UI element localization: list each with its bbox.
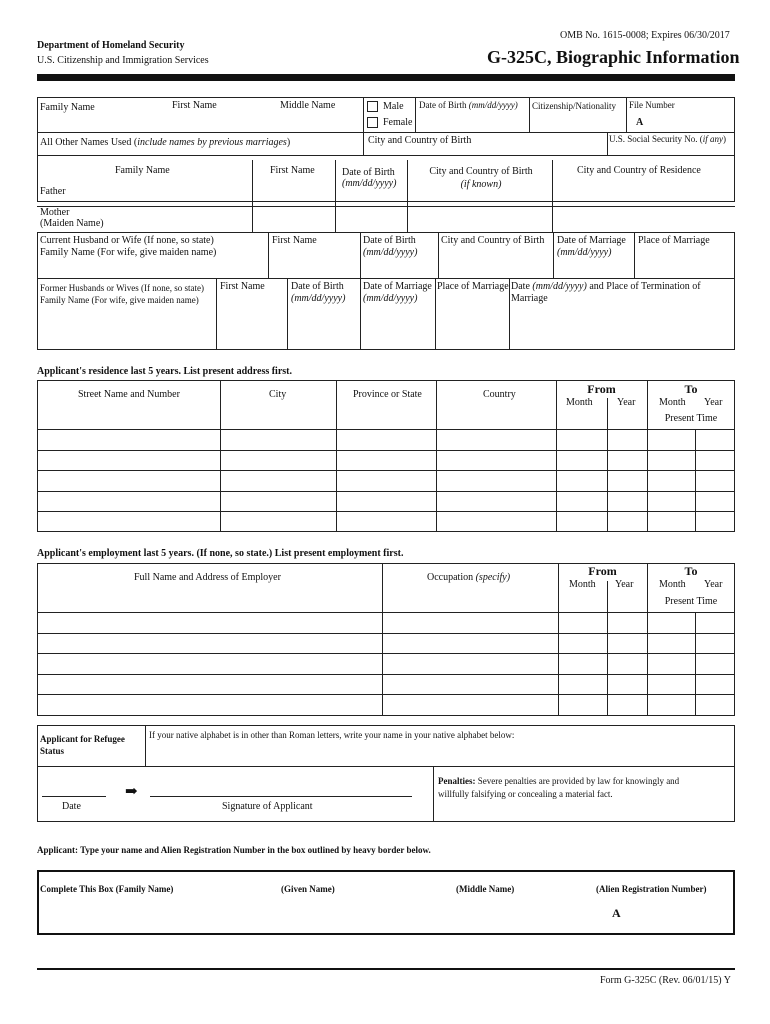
emp-col-to: To: [684, 564, 698, 578]
final-family-name: Complete This Box (Family Name): [40, 884, 174, 894]
former-first-name: First Name: [220, 281, 265, 292]
emp-col-from: From: [588, 564, 617, 578]
label-male: Male: [383, 101, 404, 112]
male-checkbox[interactable]: [367, 101, 378, 112]
res-col-from: From: [587, 382, 616, 396]
label-first-name: First Name: [172, 100, 217, 111]
label-female: Female: [383, 117, 413, 128]
agency-name: Department of Homeland Security: [37, 40, 185, 51]
label-city-country-birth: City and Country of Birth: [368, 135, 472, 146]
res-col-street: Street Name and Number: [78, 389, 180, 400]
footer-rule: [37, 968, 735, 970]
dob-format: (mm/dd/yyyy): [468, 100, 518, 110]
former-place-of-marriage: Place of Marriage: [437, 281, 509, 292]
emp-to-month: Month: [659, 579, 686, 590]
file-number-prefix: A: [636, 117, 644, 128]
label-date: Date: [62, 801, 81, 812]
emp-col-occupation: Occupation (specify): [427, 572, 511, 583]
label-other-names: All Other Names Used (include names by previous marriages): [40, 137, 291, 148]
residence-heading: Applicant's residence last 5 years. List present address first.: [37, 366, 292, 377]
former-dob: Date of Birth (mm/dd/yyyy): [291, 281, 346, 304]
signature-line[interactable]: [150, 796, 412, 797]
res-from-year: Year: [617, 397, 636, 408]
res-col-to: To: [684, 382, 698, 396]
res-present-time: Present Time: [664, 413, 718, 424]
native-alphabet-instruction: If your native alphabet is in other than Roman letters, write your name in your native alphabet below:: [149, 730, 515, 740]
label-date-of-birth: [419, 100, 518, 110]
label-signature: Signature of Applicant: [222, 801, 313, 812]
label-family-name: Family Name: [40, 102, 95, 113]
res-col-province: Province or State: [353, 389, 422, 400]
res-to-year: Year: [704, 397, 723, 408]
spouse-place-of-marriage: Place of Marriage: [638, 235, 710, 246]
label-middle-name: Middle Name: [280, 100, 336, 111]
dob-text: Date of Birth: [419, 100, 467, 110]
res-to-month: Month: [659, 397, 686, 408]
label-file-number: File Number: [629, 100, 675, 110]
parents-dob: Date of Birth (mm/dd/yyyy): [342, 167, 397, 189]
spouse-first-name: First Name: [272, 235, 317, 246]
female-checkbox[interactable]: [367, 117, 378, 128]
parents-city-birth: City and Country of Birth (if known): [429, 166, 533, 190]
spouse-city-birth: City and Country of Birth: [441, 235, 545, 246]
emp-col-employer: Full Name and Address of Employer: [134, 572, 281, 583]
final-instruction: Applicant: Type your name and Alien Registration Number in the box outlined by heavy border below.: [37, 845, 431, 855]
arrow-right-icon: ➡: [125, 784, 138, 800]
form-revision: Form G-325C (Rev. 06/01/15) Y: [600, 975, 731, 986]
label-citizenship: Citizenship/Nationality: [532, 101, 616, 111]
final-a-prefix: A: [612, 906, 621, 920]
former-date-of-marriage: Date of Marriage (mm/dd/yyyy): [363, 281, 432, 304]
label-mother: Mother (Maiden Name): [40, 207, 104, 229]
final-given-name: (Given Name): [281, 884, 335, 894]
label-father: Father: [40, 186, 66, 197]
parents-first-name: First Name: [270, 165, 315, 176]
emp-to-year: Year: [704, 579, 723, 590]
date-line[interactable]: [42, 796, 106, 797]
final-middle-name: (Middle Name): [456, 884, 515, 894]
final-alien-number: (Alien Registration Number): [596, 884, 707, 894]
parents-family-name: Family Name: [115, 165, 170, 176]
name-alien-number-box[interactable]: [37, 870, 735, 935]
spouse-dob: Date of Birth (mm/dd/yyyy): [363, 235, 418, 258]
res-col-city: City: [269, 389, 287, 400]
refugee-label: Applicant for Refugee Status: [40, 734, 125, 756]
parents-city-residence: City and Country of Residence: [577, 165, 701, 176]
emp-from-year: Year: [615, 579, 634, 590]
header-rule: [37, 74, 735, 81]
res-from-month: Month: [566, 397, 593, 408]
form-title: G-325C, Biographic Information: [487, 47, 740, 67]
current-spouse-label: Current Husband or Wife (If none, so state) Family Name (For wife, give maiden name): [40, 235, 217, 258]
omb-number: OMB No. 1615-0008; Expires 06/30/2017: [560, 30, 730, 41]
former-spouses-label: Former Husbands or Wives (If none, so state) Family Name (For wife, give maiden name): [40, 283, 204, 305]
employment-heading: Applicant's employment last 5 years. (If none, so state.) List present employment first.: [37, 548, 404, 559]
emp-from-month: Month: [569, 579, 596, 590]
label-ssn: U.S. Social Security No. (if any): [609, 134, 726, 144]
emp-present-time: Present Time: [664, 596, 718, 607]
spouse-date-of-marriage: Date of Marriage (mm/dd/yyyy): [557, 235, 626, 258]
former-termination: Date (mm/dd/yyyy) and Place of Termination of Marriage: [511, 281, 701, 304]
sub-agency-name: U.S. Citizenship and Immigration Services: [37, 55, 209, 66]
penalties-notice: Penalties: Severe penalties are provided by law for knowingly and willfully falsifying or concealing a material fact.: [438, 776, 680, 799]
res-col-country: Country: [483, 389, 516, 400]
